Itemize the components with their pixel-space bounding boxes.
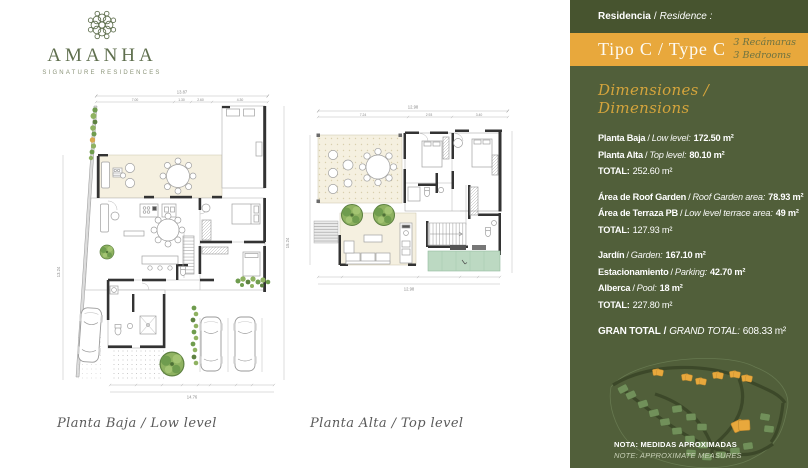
svg-text:14.76: 14.76 xyxy=(186,394,198,400)
brand-tagline: SIGNATURE RESIDENCES xyxy=(42,70,162,76)
residence-header xyxy=(570,0,808,33)
svg-text:1.30: 1.30 xyxy=(178,97,185,102)
dimension-row xyxy=(598,130,802,147)
svg-text:13.24: 13.24 xyxy=(56,266,61,278)
car-icon xyxy=(233,317,256,371)
type-title: Tipo C / Type C xyxy=(598,39,726,59)
dimension-row xyxy=(598,189,802,206)
residence-label-en: Residence : xyxy=(659,11,713,22)
separator: / xyxy=(632,283,635,293)
total-row xyxy=(598,163,802,180)
row-value: 167.10 m² xyxy=(665,250,706,260)
car-icon xyxy=(199,317,222,371)
row-label-en: Top level: xyxy=(649,149,687,160)
dimension-row xyxy=(598,280,802,297)
row-value: 42.70 m² xyxy=(710,266,746,277)
dimension-row xyxy=(598,247,802,264)
svg-text:2.93: 2.93 xyxy=(425,112,433,117)
note-en: NOTE: APPROXIMATE MEASURES xyxy=(614,450,742,460)
dimension-row xyxy=(598,147,802,164)
row-label-en: Low level: xyxy=(651,133,691,143)
row-label-en: Low level terrace area: xyxy=(684,208,773,218)
tree-icon xyxy=(160,352,184,376)
note-es: NOTA: MEDIDAS APROXIMADAS xyxy=(614,439,737,449)
row-label-es: Área de Terraza PB xyxy=(598,208,678,218)
hedge-icon xyxy=(191,306,199,366)
dimensions-title: Dimensiones / Dimensions xyxy=(598,81,710,117)
row-label-es: Estacionamiento xyxy=(598,266,669,277)
grand-total-row xyxy=(598,326,802,337)
svg-text:3.40: 3.40 xyxy=(475,112,483,117)
car-icon xyxy=(77,307,104,362)
total-label: TOTAL: xyxy=(598,166,630,176)
row-value: 49 m² xyxy=(775,208,799,218)
separator: / xyxy=(670,266,673,277)
row-value: 18 m² xyxy=(659,283,683,293)
separator: / xyxy=(679,208,683,218)
dimensions-panel xyxy=(570,66,808,468)
green-terrace xyxy=(428,245,500,271)
total-row xyxy=(598,297,802,314)
dimension-section-levels xyxy=(598,130,802,180)
total-value: 127.93 m² xyxy=(632,224,673,235)
svg-text:2.60: 2.60 xyxy=(197,97,204,102)
floor-plan-planta-alta xyxy=(300,95,565,345)
rosette-icon xyxy=(83,6,121,44)
separator: / xyxy=(626,250,629,260)
row-value: 80.10 m² xyxy=(689,149,725,160)
total-row xyxy=(598,222,802,239)
row-label-en: Garden: xyxy=(630,250,663,260)
row-label-es: Jardín xyxy=(598,250,625,260)
svg-text:15.24: 15.24 xyxy=(285,237,290,249)
row-label-en: Roof Garden area: xyxy=(692,191,766,202)
roof-garden xyxy=(317,134,403,204)
dimension-section-terraces xyxy=(598,189,802,239)
total-label: TOTAL: xyxy=(598,299,630,310)
dimension-section-exterior xyxy=(598,247,802,313)
type-banner xyxy=(570,33,808,66)
tree-icon xyxy=(100,245,114,259)
caption-planta-alta: Planta Alta / Top level xyxy=(310,416,464,431)
stairs xyxy=(428,223,466,245)
tree-icon xyxy=(374,205,395,226)
floor-plan-planta-baja xyxy=(50,80,295,410)
grand-total-label-es: GRAN TOTAL xyxy=(598,326,661,337)
svg-text:13.87: 13.87 xyxy=(176,89,188,95)
svg-text:4.30: 4.30 xyxy=(236,97,244,102)
row-label-es: Alberca xyxy=(598,283,631,293)
info-sidebar xyxy=(570,0,808,468)
row-value: 172.50 m² xyxy=(693,133,734,143)
row-label-es: Planta Baja xyxy=(598,133,646,143)
total-value: 252.60 m² xyxy=(632,166,673,176)
bedrooms-label xyxy=(733,37,796,62)
brand-logo xyxy=(36,6,168,76)
caption-planta-baja: Planta Baja / Low level xyxy=(57,416,217,431)
svg-text:7.00: 7.00 xyxy=(131,97,139,102)
separator: / xyxy=(663,326,667,337)
row-label-en: Pool: xyxy=(636,283,657,293)
row-label-en: Parking: xyxy=(674,266,707,277)
separator: / xyxy=(653,11,657,22)
row-label-es: Planta Alta xyxy=(598,149,643,160)
residence-label-es: Residencia xyxy=(598,11,651,22)
grand-total-label-en: GRAND TOTAL: xyxy=(669,326,740,337)
separator: / xyxy=(644,149,648,160)
svg-text:7.24: 7.24 xyxy=(359,112,367,117)
svg-text:12.98: 12.98 xyxy=(407,104,419,110)
measures-note xyxy=(614,439,742,462)
separator: / xyxy=(647,133,650,143)
bedrooms-es: 3 Recámaras xyxy=(733,37,796,49)
hedge-icon xyxy=(89,107,98,160)
dimension-row xyxy=(598,205,802,222)
separator: / xyxy=(688,191,691,202)
total-label: TOTAL: xyxy=(598,224,630,235)
grand-total-value: 608.33 m² xyxy=(742,326,787,337)
row-label-es: Área de Roof Garden xyxy=(598,191,687,202)
brand-name: AMANHA xyxy=(47,45,157,66)
total-value: 227.80 m² xyxy=(632,299,673,310)
living-room xyxy=(314,205,416,267)
dimension-row xyxy=(598,264,802,281)
bedrooms-en: 3 Bedrooms xyxy=(733,49,792,61)
row-value: 78.93 m² xyxy=(768,191,804,202)
tree-icon xyxy=(342,205,363,226)
svg-text:12.98: 12.98 xyxy=(403,286,415,292)
